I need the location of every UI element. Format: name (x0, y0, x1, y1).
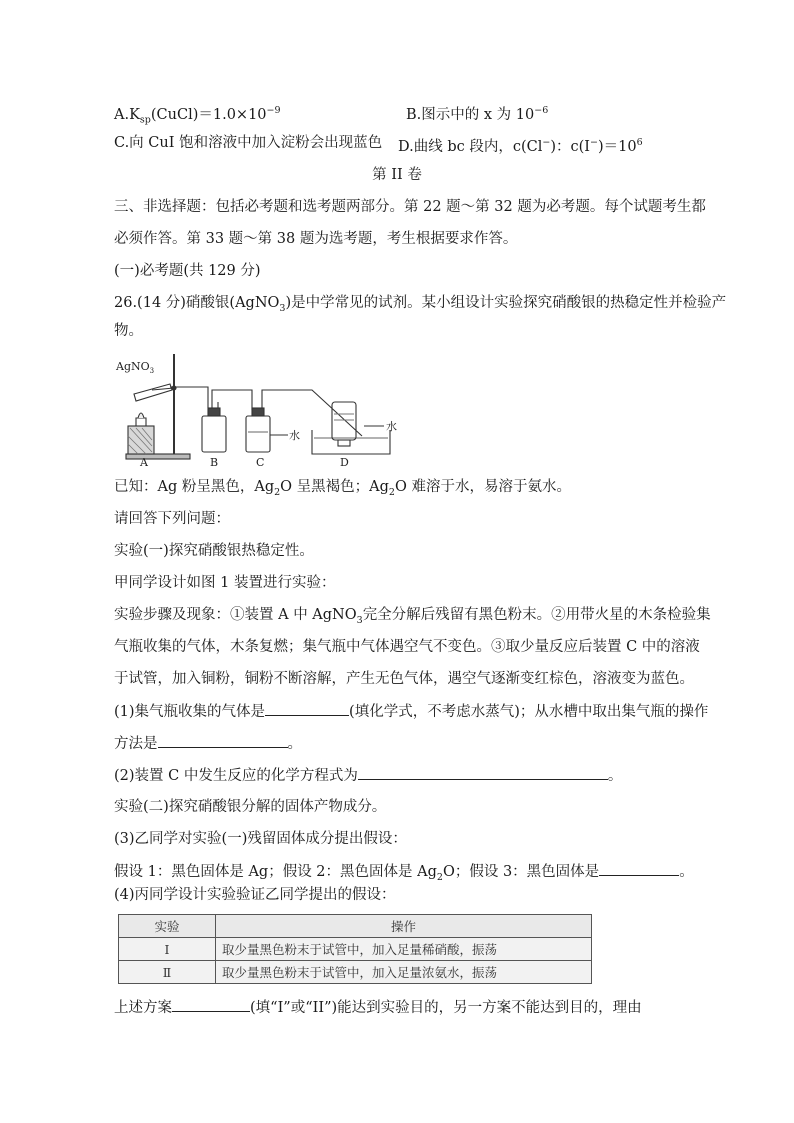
table-cell-id: Ⅰ (119, 938, 216, 961)
label-a: A (140, 456, 148, 468)
water-label-2: 水 (386, 420, 397, 433)
table-cell-id: Ⅱ (119, 961, 216, 984)
table-header-cell: 操作 (216, 915, 592, 938)
water-label-1: 水 (289, 429, 300, 442)
label-b: B (210, 456, 219, 468)
setup-line: 甲同学设计如图 1 装置进行实验： (114, 575, 336, 591)
ask-line: 请回答下列问题： (114, 511, 230, 527)
intro-line-3: (一)必考题(共 129 分) (114, 263, 261, 279)
intro-line-2: 必须作答。第 33 题～第 38 题为选考题，考生根据要求作答。 (114, 231, 518, 247)
option-b: B.图示中的 x 为 $10^{-6}$ (406, 105, 549, 123)
apparatus-figure (112, 350, 402, 468)
exp2-title: 实验(二)探究硝酸银分解的固体产物成分。 (114, 799, 387, 815)
answer-blank-q2[interactable] (358, 765, 608, 780)
table-header-row (119, 915, 592, 938)
step-line-1: 实验步骤及现象：①装置 A 中 AgNO$_3$完全分解后残留有黑色粉末。②用带火星的木条检验集 (114, 607, 711, 626)
intro-line-1: 三、非选择题：包括必考题和选考题两部分。第 22 题～第 32 题为必考题。每个试题考生都 (114, 199, 706, 215)
q4-line: (4)丙同学设计实验验证乙同学提出的假设： (114, 887, 396, 903)
step-line-2: 气瓶收集的气体，木条复燃；集气瓶中气体遇空气不变色。③取少量反应后装置 C 中的溶液 (114, 639, 700, 655)
section-title: 第 II 卷 (372, 167, 422, 183)
q2-line: (2)装置 C 中发生反应的化学方程式为 。 (114, 765, 622, 786)
q3-line: (3)乙同学对实验(一)残留固体成分提出假设： (114, 831, 407, 847)
step-line-3: 于试管，加入铜粉，铜粉不断溶解，产生无色气体，遇空气逐渐变红棕色，溶液变为蓝色。 (114, 671, 694, 687)
q1-line-2: 方法是 。 (114, 733, 302, 754)
q26-line-1: 26.(14 分)硝酸银(AgNO$_3$)是中学常见的试剂。某小组设计实验探究硝酸银的热稳定性并检验产 (114, 295, 727, 314)
answer-blank-q3[interactable] (599, 861, 679, 876)
table-header-cell: 实验 (119, 915, 216, 938)
last-line: 上述方案 (填“I”或“II”)能达到实验目的，另一方案不能达到目的，理由 (114, 997, 642, 1018)
option-d: D.曲线 bc 段内，c(Cl−)：$c(I^-)=10^6$ (398, 137, 643, 155)
label-d: D (340, 456, 349, 468)
table-cell-op: 取少量黑色粉末于试管中，加入足量浓氨水，振荡 (216, 961, 592, 984)
experiment-table (118, 914, 592, 984)
hypothesis-line: 假设 1：黑色固体是 Ag；假设 2：黑色固体是 $Ag_2O$；假设 3：黑色固体是 。 (114, 861, 694, 888)
table-row (119, 961, 592, 984)
svg-text:AgNO3: AgNO$_3$ (116, 360, 155, 375)
answer-blank-q1b[interactable] (158, 733, 288, 748)
answer-blank-q1a[interactable] (265, 701, 349, 716)
q26-line-2: 物。 (114, 323, 143, 339)
option-c: C.向 CuI 饱和溶液中加入淀粉会出现蓝色 (114, 135, 383, 151)
table-row (119, 938, 592, 961)
option-a: $A.K_{sp}(CuCl)=1.0\times 10^{-9}$ (114, 105, 281, 126)
table-cell-op: 取少量黑色粉末于试管中，加入足量稀硝酸，振荡 (216, 938, 592, 961)
q1-line-1: (1)集气瓶收集的气体是 (填化学式，不考虑水蒸气)；从水槽中取出集气瓶的操作 (114, 701, 708, 722)
known-line: 已知：Ag 粉呈黑色，$Ag_2O$ 呈黑褐色；$Ag_2O$ 难溶于水，易溶于氨水。 (114, 479, 571, 498)
exp1-title: 实验(一)探究硝酸银热稳定性。 (114, 543, 314, 559)
label-c: C (256, 456, 265, 468)
answer-blank-q4[interactable] (172, 997, 250, 1012)
